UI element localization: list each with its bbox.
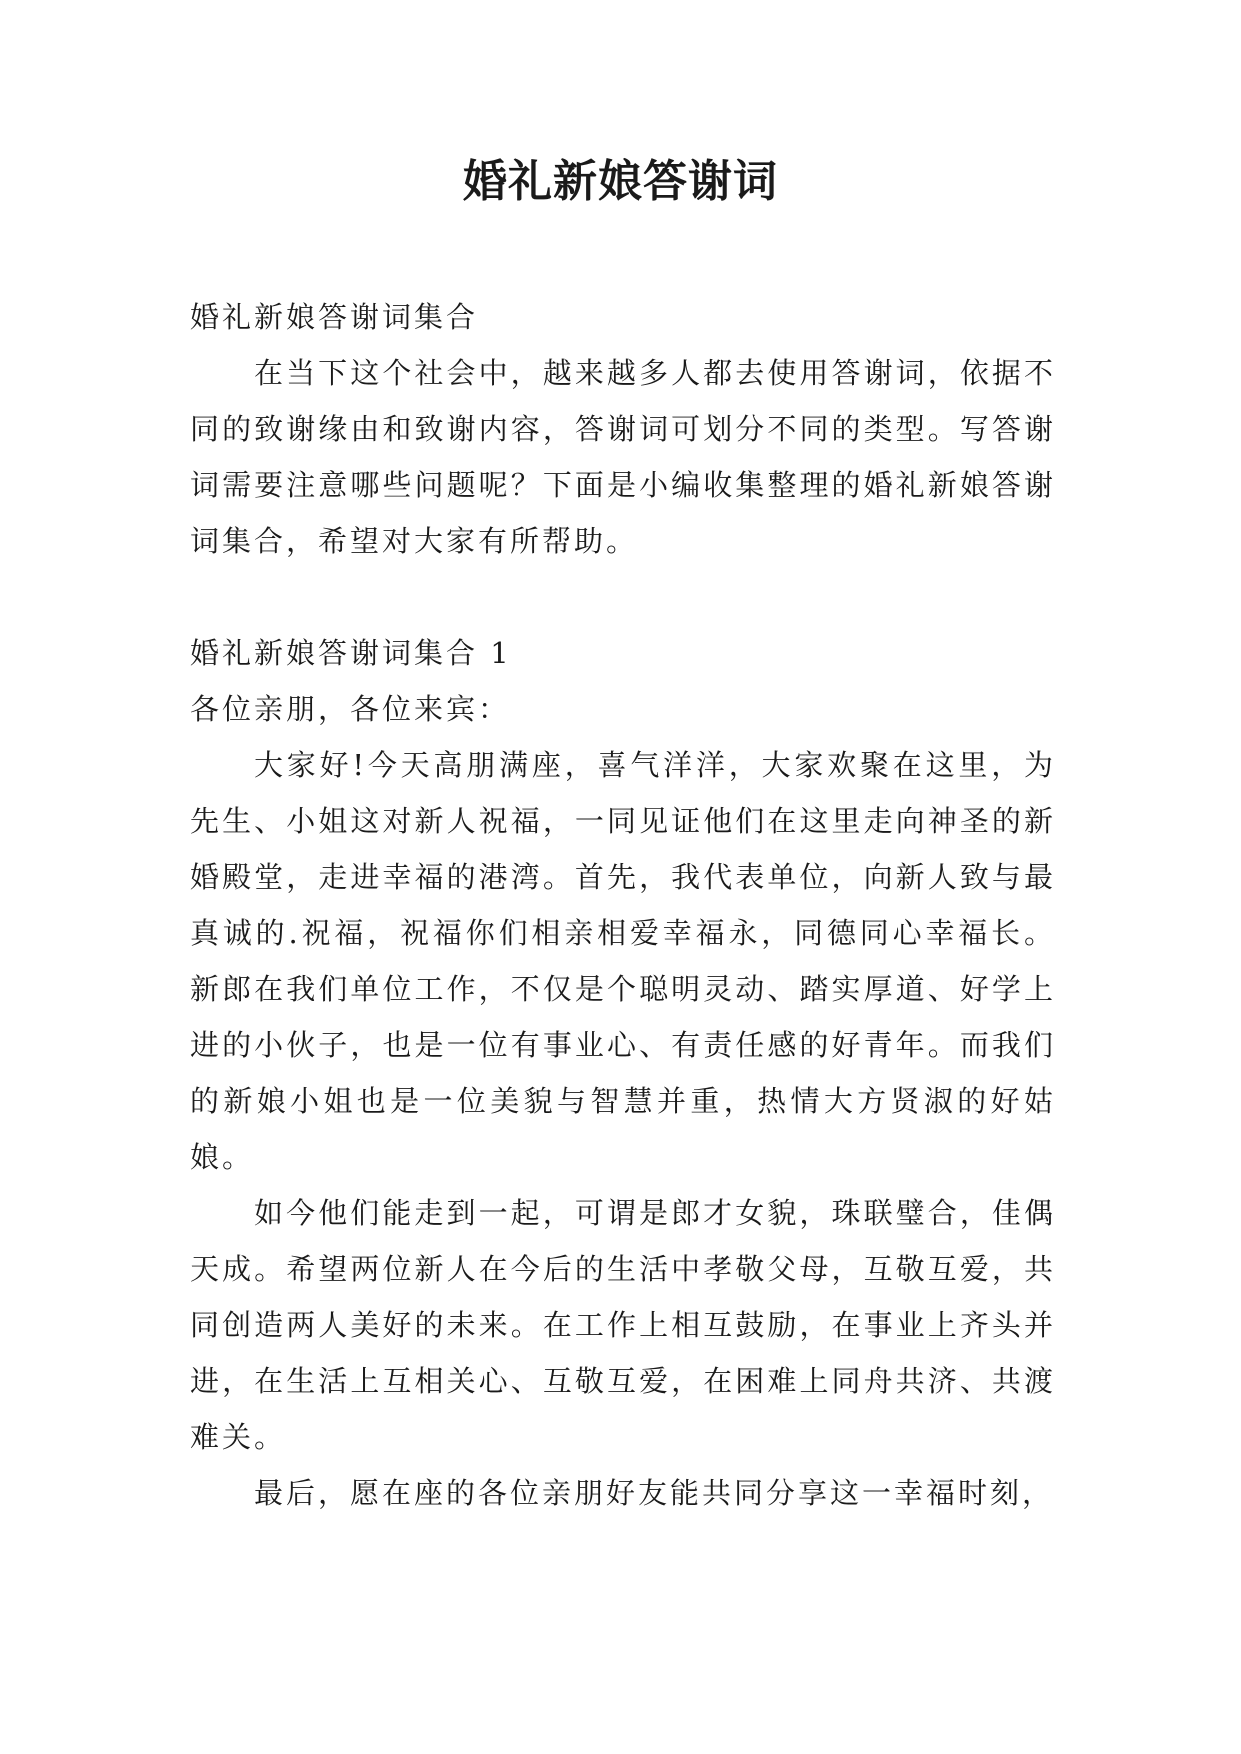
document-body <box>190 289 1056 1521</box>
document-subtitle: 婚礼新娘答谢词集合 <box>190 300 479 334</box>
intro-paragraph: 在当下这个社会中，越来越多人都去使用答谢词，依据不同的致谢缘由和致谢内容，答谢词可划分不同的类型。写答谢词需要注意哪些问题呢？下面是小编收集整理的婚礼新娘答谢词集合，希望对大家有所帮助。 <box>190 356 1056 558</box>
section-heading: 婚礼新娘答谢词集合 1 <box>190 636 512 670</box>
salutation: 各位亲朋，各位来宾： <box>190 692 511 726</box>
document-title: 婚礼新娘答谢词 <box>463 156 778 207</box>
body-paragraph: 如今他们能走到一起，可谓是郎才女貌，珠联璧合，佳偶天成。希望两位新人在今后的生活中孝敬父母，互敬互爱，共同创造两人美好的未来。在工作上相互鼓励，在事业上齐头并进，在生活上互相关心、互敬互爱，在困难上同舟共济、共渡难关。 <box>190 1196 1056 1454</box>
body-paragraph: 最后，愿在座的各位亲朋好友能共同分享这一幸福时刻， <box>254 1476 1055 1510</box>
body-paragraph: 大家好!今天高朋满座，喜气洋洋，大家欢聚在这里，为先生、小姐这对新人祝福，一同见证他们在这里走向神圣的新婚殿堂，走进幸福的港湾。首先，我代表单位，向新人致与最真诚的.祝福，祝福你们相亲相爱幸福永，同德同心幸福长。新郎在我们单位工作，不仅是个聪明灵动、踏实厚道、好学上进的小伙子，也是一位有事业心、有责任感的好青年。而我们的新娘小姐也是一位美貌与智慧并重，热情大方贤淑的好姑娘。 <box>190 748 1056 1174</box>
